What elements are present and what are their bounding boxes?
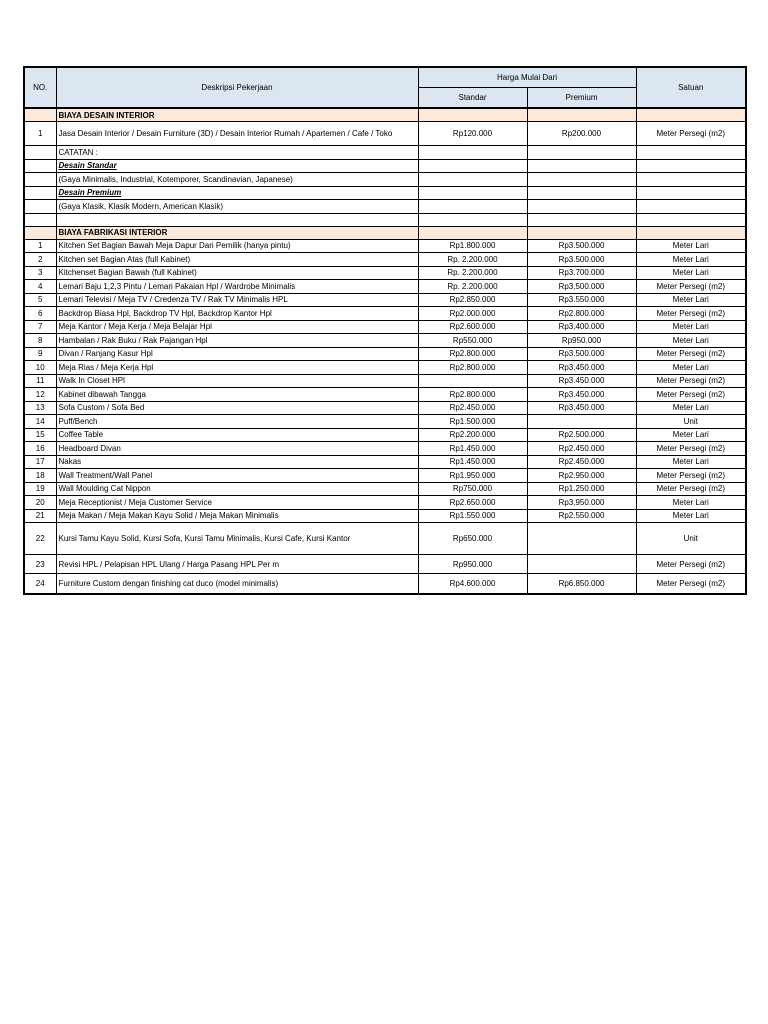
price-table [23, 66, 747, 595]
standar-note-row [24, 173, 746, 187]
row-premium: Rp3.500.000 [527, 347, 636, 361]
row-satuan: Meter Persegi (m2) [636, 388, 746, 402]
row-standar: Rp750.000 [418, 482, 527, 496]
row-satuan: Unit [636, 523, 746, 555]
row-no: 13 [24, 401, 56, 415]
section-desain-title: BIAYA DESAIN INTERIOR [56, 108, 418, 122]
row-desc: Sofa Custom / Sofa Bed [56, 401, 418, 415]
row-desc: Meja Kantor / Meja Kerja / Meja Belajar Hpl [56, 320, 418, 334]
row-satuan: Meter Lari [636, 361, 746, 375]
table-row [24, 574, 746, 595]
row-satuan: Meter Persegi (m2) [636, 469, 746, 483]
row-premium: Rp2.950.000 [527, 469, 636, 483]
row-satuan: Meter Lari [636, 509, 746, 523]
row-no: 20 [24, 496, 56, 510]
row-desc: Backdrop Biasa Hpl, Backdrop TV Hpl, Backdrop Kantor Hpl [56, 307, 418, 321]
row-satuan: Meter Persegi (m2) [636, 280, 746, 294]
row-satuan: Meter Persegi (m2) [636, 574, 746, 595]
row-premium: Rp2.450.000 [527, 455, 636, 469]
row-desc: Puff/Bench [56, 415, 418, 429]
header-premium: Premium [527, 88, 636, 109]
row-standar: Rp2.600.000 [418, 320, 527, 334]
row-no: 16 [24, 442, 56, 456]
row-premium: Rp200.000 [527, 122, 636, 146]
row-standar: Rp550.000 [418, 334, 527, 348]
row-standar: Rp950.000 [418, 555, 527, 574]
table-row [24, 509, 746, 523]
row-standar: Rp2.200.000 [418, 428, 527, 442]
row-standar: Rp2.000.000 [418, 307, 527, 321]
row-desc: Kursi Tamu Kayu Solid, Kursi Sofa, Kursi Tamu Minimalis, Kursi Cafe, Kursi Kantor [56, 523, 418, 555]
blank-row [24, 213, 746, 226]
premium-note: (Gaya Klasik, Klasik Modern, American Klasik) [56, 200, 418, 214]
row-no: 4 [24, 280, 56, 294]
table-row [24, 253, 746, 267]
row-desc: Kitchen Set Bagian Bawah Meja Dapur Dari Pemilik (hanya pintu) [56, 239, 418, 253]
row-no: 8 [24, 334, 56, 348]
row-standar: Rp2.800.000 [418, 361, 527, 375]
row-no: 3 [24, 266, 56, 280]
row-desc: Coffee Table [56, 428, 418, 442]
table-row [24, 388, 746, 402]
row-standar: Rp1.950.000 [418, 469, 527, 483]
row-desc: Meja Rias / Meja Kerja Hpl [56, 361, 418, 375]
row-standar: Rp. 2.200.000 [418, 280, 527, 294]
row-desc: Hambalan / Rak Buku / Rak Pajangan Hpl [56, 334, 418, 348]
row-premium: Rp1.250.000 [527, 482, 636, 496]
row-satuan: Meter Persegi (m2) [636, 442, 746, 456]
row-no: 15 [24, 428, 56, 442]
row-desc: Headboard Divan [56, 442, 418, 456]
table-row [24, 334, 746, 348]
row-no: 6 [24, 307, 56, 321]
row-premium: Rp2.500.000 [527, 428, 636, 442]
row-standar: Rp1.500.000 [418, 415, 527, 429]
table-row [24, 320, 746, 334]
row-premium: Rp3.450.000 [527, 401, 636, 415]
header-standar: Standar [418, 88, 527, 109]
standar-note: (Gaya Minimalis, Industrial, Kotemporer, Scandinavian, Japanese) [56, 173, 418, 187]
row-satuan: Meter Lari [636, 239, 746, 253]
row-premium: Rp3.500.000 [527, 253, 636, 267]
table-row [24, 401, 746, 415]
row-satuan: Unit [636, 415, 746, 429]
row-no: 19 [24, 482, 56, 496]
table-row [24, 280, 746, 294]
row-premium: Rp3.400.000 [527, 320, 636, 334]
table-row [24, 442, 746, 456]
desain-premium-row [24, 186, 746, 200]
row-standar: Rp4.600.000 [418, 574, 527, 595]
row-standar: Rp2.450.000 [418, 401, 527, 415]
header-no: NO. [24, 67, 56, 108]
row-premium: Rp3.450.000 [527, 374, 636, 388]
row-standar: Rp2.650.000 [418, 496, 527, 510]
row-satuan: Meter Persegi (m2) [636, 482, 746, 496]
row-no: 5 [24, 293, 56, 307]
row-desc: Wall Treatment/Wall Panel [56, 469, 418, 483]
row-premium [527, 523, 636, 555]
row-desc: Lemari Baju 1,2,3 Pintu / Lemari Pakaian Hpl / Wardrobe Minimalis [56, 280, 418, 294]
desain-premium-label: Desain Premium [58, 188, 122, 198]
header-satuan: Satuan [636, 67, 746, 108]
row-standar: Rp2.850.000 [418, 293, 527, 307]
row-satuan: Meter Persegi (m2) [636, 347, 746, 361]
table-row [24, 374, 746, 388]
row-no: 22 [24, 523, 56, 555]
table-row [24, 496, 746, 510]
desain-item-row [24, 122, 746, 146]
row-satuan: Meter Lari [636, 455, 746, 469]
header-deskripsi: Deskripsi Pekerjaan [56, 67, 418, 108]
row-no: 1 [24, 239, 56, 253]
row-satuan: Meter Persegi (m2) [636, 307, 746, 321]
table-row [24, 523, 746, 555]
section-desain-row [24, 108, 746, 122]
row-desc: Revisi HPL / Pelapisan HPL Ulang / Harga Pasang HPL Per m [56, 555, 418, 574]
row-satuan: Meter Lari [636, 320, 746, 334]
row-no: 14 [24, 415, 56, 429]
table-row [24, 266, 746, 280]
row-satuan: Meter Lari [636, 253, 746, 267]
table-row [24, 482, 746, 496]
table-row [24, 469, 746, 483]
fabrikasi-rows [24, 239, 746, 594]
row-premium: Rp3.500.000 [527, 280, 636, 294]
row-satuan: Meter Lari [636, 334, 746, 348]
section-fabrikasi-title: BIAYA FABRIKASI INTERIOR [56, 226, 418, 239]
header-harga: Harga Mulai Dari [418, 67, 636, 88]
row-standar: Rp1.550.000 [418, 509, 527, 523]
row-satuan: Meter Lari [636, 293, 746, 307]
premium-note-row [24, 200, 746, 214]
row-satuan: Meter Persegi (m2) [636, 122, 746, 146]
row-standar: Rp2.800.000 [418, 388, 527, 402]
row-premium: Rp950.000 [527, 334, 636, 348]
row-premium [527, 555, 636, 574]
row-satuan: Meter Persegi (m2) [636, 555, 746, 574]
row-standar [418, 374, 527, 388]
row-premium: Rp6.850.000 [527, 574, 636, 595]
catatan-row [24, 146, 746, 160]
row-no: 12 [24, 388, 56, 402]
row-desc: Meja Makan / Meja Makan Kayu Solid / Meja Makan Minimalis [56, 509, 418, 523]
table-row [24, 361, 746, 375]
table-row [24, 293, 746, 307]
row-no: 24 [24, 574, 56, 595]
row-standar: Rp1.800.000 [418, 239, 527, 253]
desain-standar-label: Desain Standar [58, 161, 117, 171]
row-desc: Lemari Televisi / Meja TV / Credenza TV / Rak TV Minimalis HPL [56, 293, 418, 307]
row-standar: Rp. 2.200.000 [418, 266, 527, 280]
row-desc: Walk In Closet HPl [56, 374, 418, 388]
row-desc: Jasa Desain Interior / Desain Furniture (3D) / Desain Interior Rumah / Apartemen / Cafe / Toko [56, 122, 418, 146]
desain-standar-row [24, 159, 746, 173]
row-satuan: Meter Persegi (m2) [636, 374, 746, 388]
catatan-label: CATATAN : [56, 146, 418, 160]
row-satuan: Meter Lari [636, 428, 746, 442]
row-desc: Wall Moulding Cat Nippon [56, 482, 418, 496]
row-no: 18 [24, 469, 56, 483]
row-premium: Rp3.550.000 [527, 293, 636, 307]
row-desc: Kabinet dibawah Tangga [56, 388, 418, 402]
row-premium [527, 415, 636, 429]
row-premium: Rp3.700.000 [527, 266, 636, 280]
row-premium: Rp3.500.000 [527, 239, 636, 253]
row-no: 1 [24, 122, 56, 146]
row-desc: Nakas [56, 455, 418, 469]
table-row [24, 555, 746, 574]
row-no: 7 [24, 320, 56, 334]
table-row [24, 428, 746, 442]
row-desc: Kitchen set Bagian Atas (full Kabinet) [56, 253, 418, 267]
section-fabrikasi-row [24, 226, 746, 239]
row-desc: Kitchenset Bagian Bawah (full Kabinet) [56, 266, 418, 280]
table-row [24, 239, 746, 253]
row-desc: Furniture Custom dengan finishing cat duco (model minimalis) [56, 574, 418, 595]
row-no: 2 [24, 253, 56, 267]
table-row [24, 307, 746, 321]
row-premium: Rp2.450.000 [527, 442, 636, 456]
row-standar: Rp120.000 [418, 122, 527, 146]
row-no: 23 [24, 555, 56, 574]
row-satuan: Meter Lari [636, 496, 746, 510]
row-desc: Divan / Ranjang Kasur Hpl [56, 347, 418, 361]
row-premium: Rp3.950.000 [527, 496, 636, 510]
row-premium: Rp2.800.000 [527, 307, 636, 321]
row-standar: Rp650.000 [418, 523, 527, 555]
row-satuan: Meter Lari [636, 266, 746, 280]
table-row [24, 415, 746, 429]
row-no: 11 [24, 374, 56, 388]
row-no: 17 [24, 455, 56, 469]
row-no: 10 [24, 361, 56, 375]
row-standar: Rp1.450.000 [418, 455, 527, 469]
row-standar: Rp. 2.200.000 [418, 253, 527, 267]
row-standar: Rp1.450.000 [418, 442, 527, 456]
row-premium: Rp2.550.000 [527, 509, 636, 523]
table-row [24, 347, 746, 361]
row-premium: Rp3.450.000 [527, 388, 636, 402]
row-standar: Rp2.800.000 [418, 347, 527, 361]
row-satuan: Meter Lari [636, 401, 746, 415]
table-row [24, 455, 746, 469]
row-no: 9 [24, 347, 56, 361]
row-desc: Meja Receptionist / Meja Customer Service [56, 496, 418, 510]
row-no: 21 [24, 509, 56, 523]
row-premium: Rp3.450.000 [527, 361, 636, 375]
